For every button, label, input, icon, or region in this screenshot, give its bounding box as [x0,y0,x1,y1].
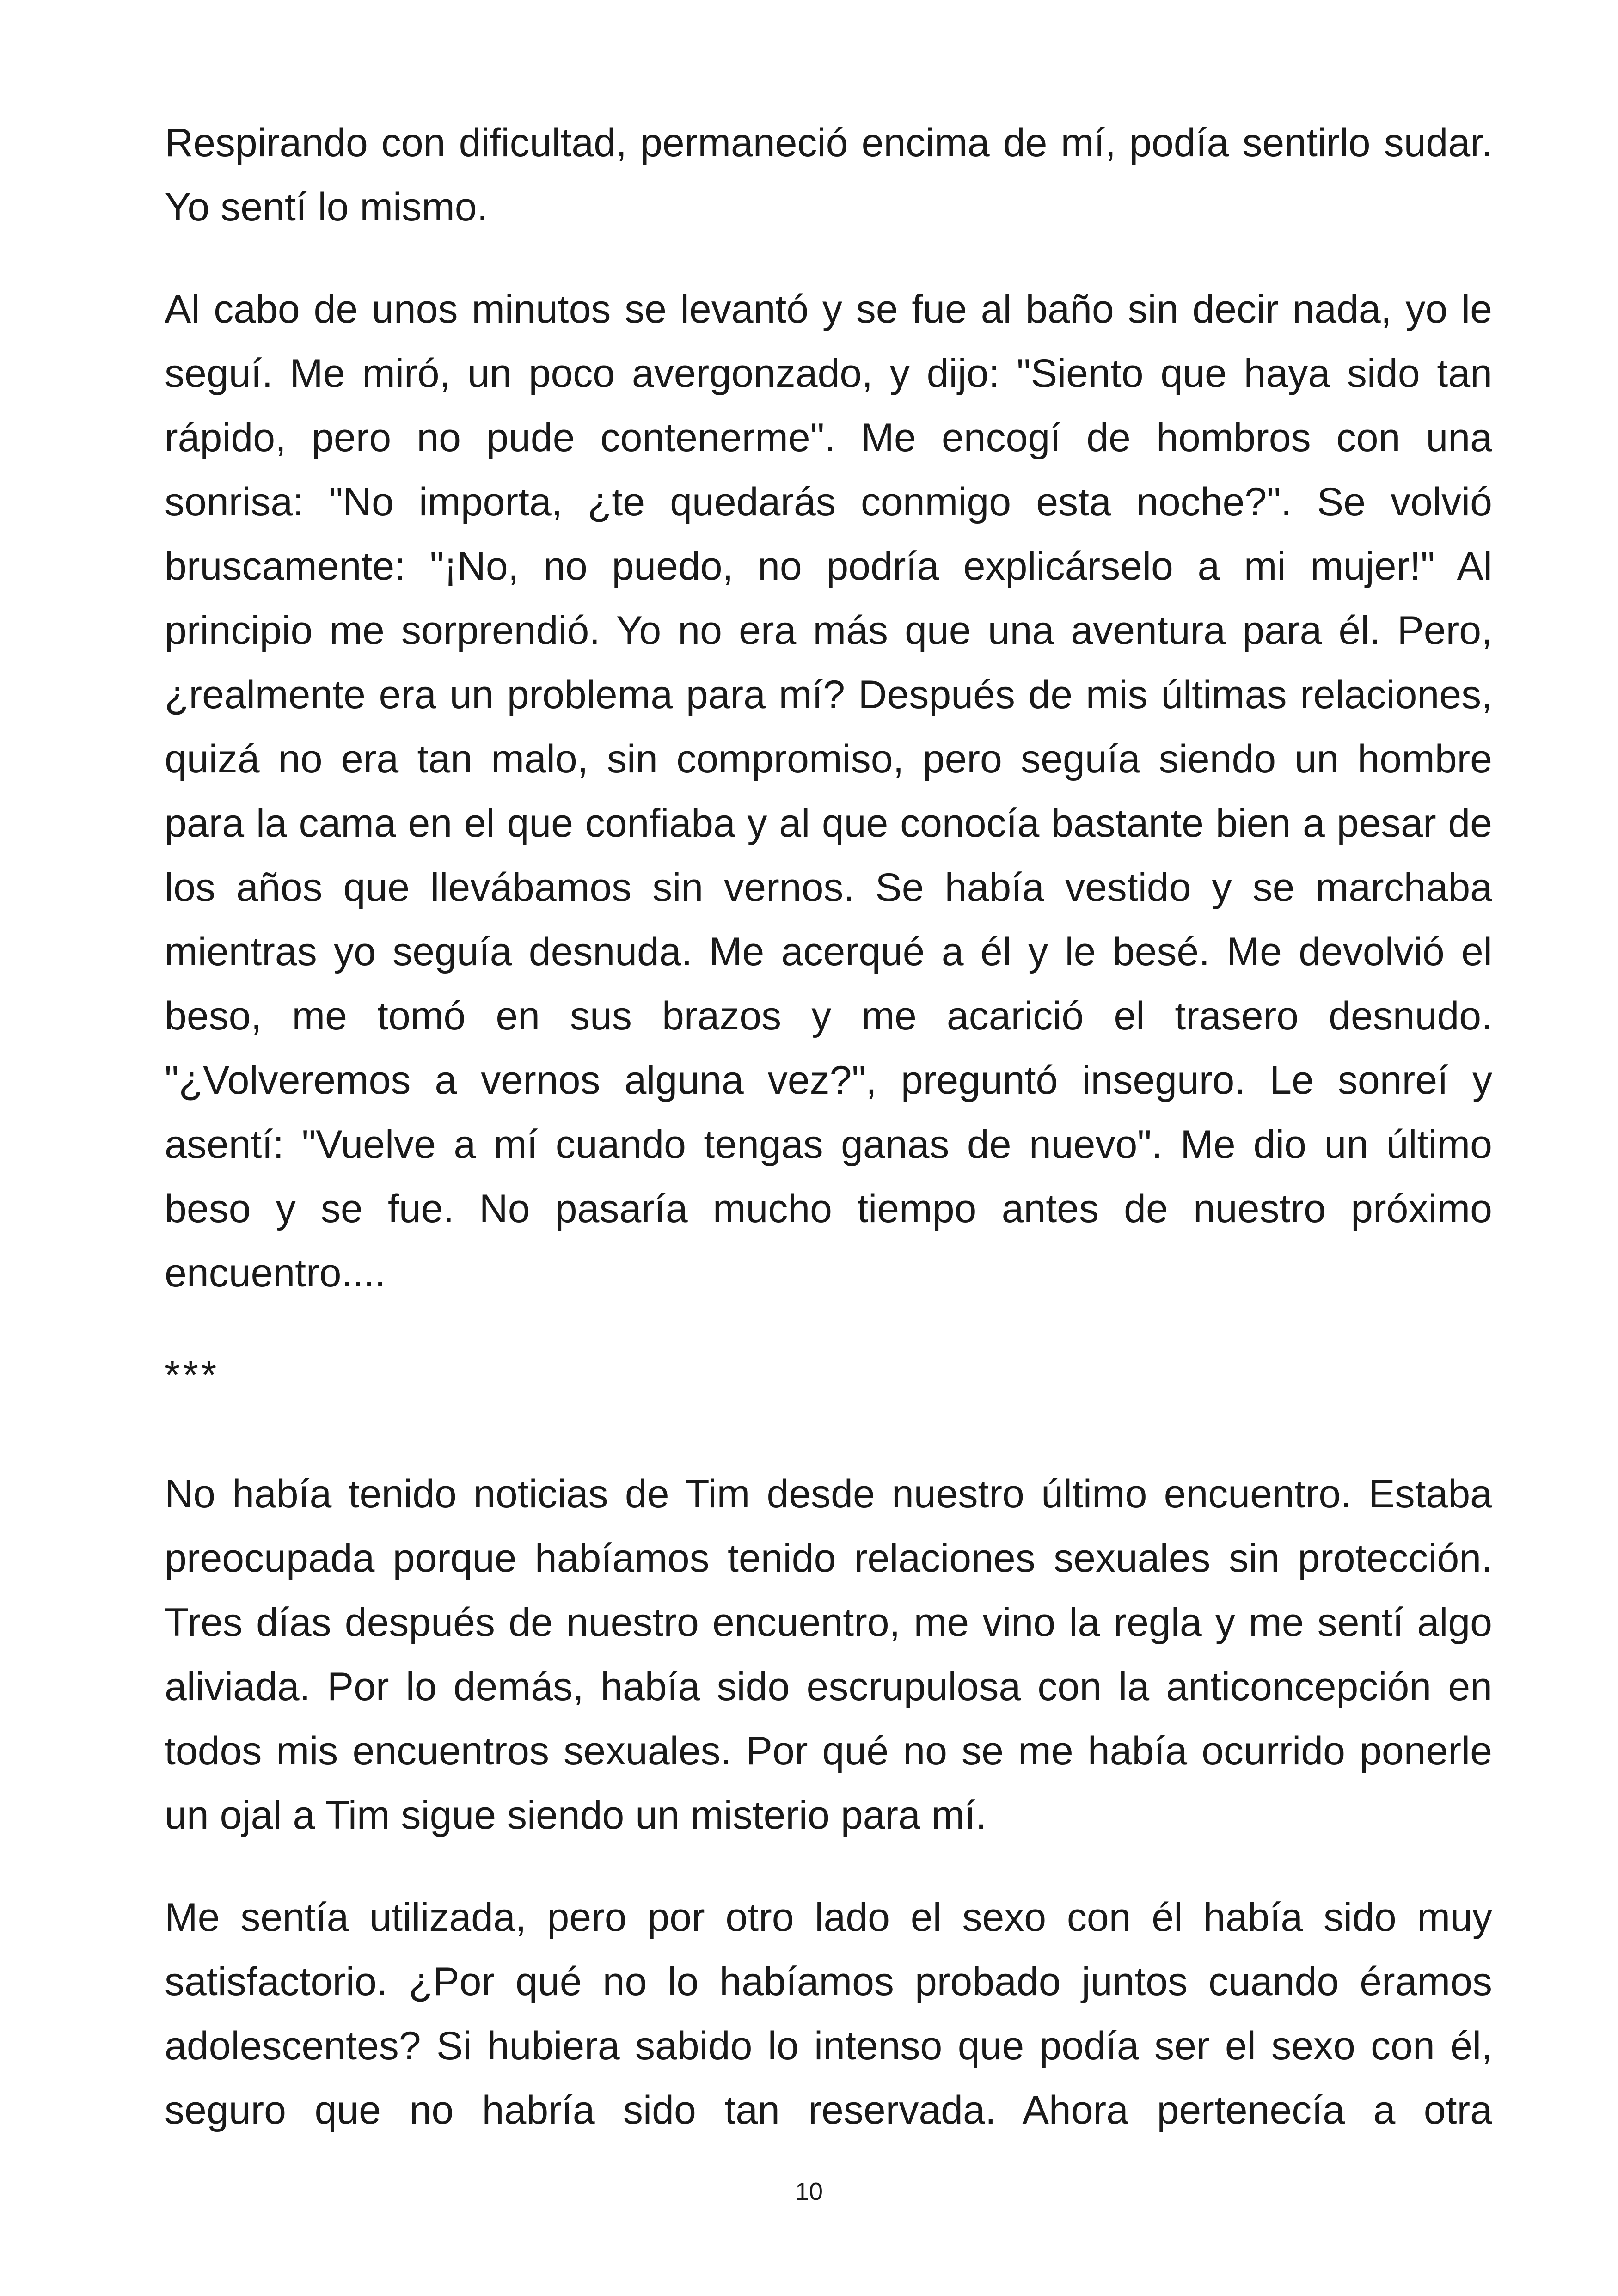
page-number: 10 [795,2178,823,2205]
paragraph-2: Al cabo de unos minutos se levantó y se fue al baño sin decir nada, yo le seguí. Me miró, un poco avergonzado, y dijo: "Siento que haya sido tan rápido, pero no pude contenerme". Me encogí de hombros con una sonrisa: "No importa, ¿te quedarás conmigo esta noche?". Se volvió bruscamente: "¡No, no puedo, no podría explicárselo a mi mujer!" Al principio me sorprendió. Yo no era más que una aventura para él. Pero, ¿realmente era un problema para mí? Después de mis últimas relaciones, quizá no era tan malo, sin compromiso, pero seguía siendo un hombre para la cama en el que confiaba y al que conocía bastante bien a pesar de los años que llevábamos sin vernos. Se había vestido y se marchaba mientras yo seguía desnuda. Me acerqué a él y le besé. Me devolvió el beso, me tomó en sus brazos y me acarició el trasero desnudo. "¿Volveremos a vernos alguna vez?", preguntó inseguro. Le sonreí y asentí: "Vuelve a mí cuando tengas ganas de nuevo". Me dio un último beso y se fue. No pasaría mucho tiempo antes de nuestro próximo encuentro.... [165,287,1492,1295]
page-body [165,111,1492,2143]
paragraph-4: Me sentía utilizada, pero por otro lado el sexo con él había sido muy satisfactorio. ¿Por qué no lo habíamos probado juntos cuando éramos adolescentes? Si hubiera sabido lo intenso que podía ser el sexo con él, seguro que no habría sido tan reservada. Ahora pertenecía a otra [165,1895,1492,2132]
section-separator: *** [165,1353,220,1397]
paragraph-1: Respirando con dificultad, permaneció encima de mí, podía sentirlo sudar. Yo sentí lo mismo. [165,121,1492,229]
paragraph-3: No había tenido noticias de Tim desde nuestro último encuentro. Estaba preocupada porque habíamos tenido relaciones sexuales sin protección. Tres días después de nuestro encuentro, me vino la regla y me sentí algo aliviada. Por lo demás, había sido escrupulosa con la anticoncepción en todos mis encuentros sexuales. Por qué no se me había ocurrido ponerle un ojal a Tim sigue siendo un misterio para mí. [165,1472,1492,1837]
